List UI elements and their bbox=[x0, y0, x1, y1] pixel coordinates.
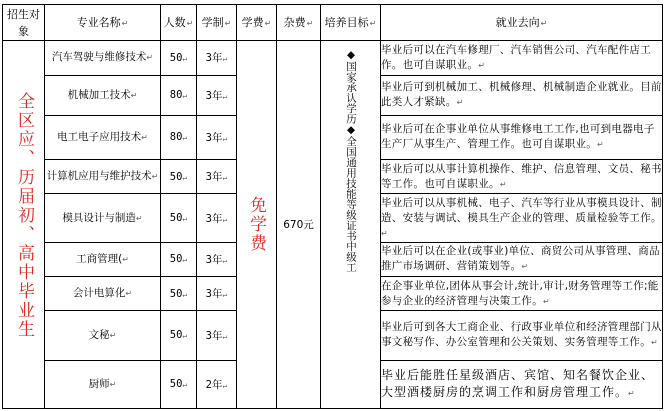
enrollment-table bbox=[2, 4, 663, 409]
major-cell: 文秘↵ bbox=[45, 311, 161, 360]
target-text: 全区应、历届初、高中毕业生 bbox=[14, 92, 34, 340]
major-cell: 会计电算化↵ bbox=[45, 276, 161, 310]
employment-cell: 毕业后能胜任星级酒店、宾馆、知名餐饮企业、大型酒楼厨房的烹调工作和厨房管理工作。↵ bbox=[381, 360, 663, 408]
duration-cell: 3年↵ bbox=[197, 242, 237, 276]
goal-cell bbox=[321, 41, 381, 409]
duration-cell: 3年↵ bbox=[197, 115, 237, 159]
count-cell: 80↵ bbox=[161, 75, 197, 115]
duration-cell: 3年↵ bbox=[197, 311, 237, 360]
table-row bbox=[3, 41, 663, 75]
count-cell: 50↵ bbox=[161, 360, 197, 408]
employment-cell: 毕业后可以从事机械、电子、汽车等行业从事模具设计、制造、安装与调试、模具生产企业的管理、质量检验等工作。↵ bbox=[381, 194, 663, 242]
duration-cell: 3年↵ bbox=[197, 75, 237, 115]
count-cell: 50↵ bbox=[161, 311, 197, 360]
header-count: 人数↵ bbox=[161, 5, 197, 41]
major-cell: 模具设计与制造↵ bbox=[45, 194, 161, 242]
misc-fee-text: 670元 bbox=[283, 218, 314, 231]
header-target: 招生对象 bbox=[3, 5, 45, 41]
employment-cell: 毕业后可以在汽车修理厂、汽车销售公司、汽车配件店工作。也可自谋职业。↵ bbox=[381, 41, 663, 75]
employment-cell: 毕业后可以从事计算机操作、维护、信息管理、文员、秘书等工作。也可自谋职业。↵ bbox=[381, 160, 663, 194]
target-cell bbox=[3, 41, 45, 409]
employment-cell: 毕业后可以在企业(或事业)单位、商贸公司从事管理、商品推广市场调研、营销策划等。↵ bbox=[381, 242, 663, 276]
count-cell: 50↵ bbox=[161, 194, 197, 242]
major-cell: 计算机应用与维护技术↵ bbox=[45, 160, 161, 194]
major-cell: 机械加工技术↵ bbox=[45, 75, 161, 115]
header-duration: 学制↵ bbox=[197, 5, 237, 41]
major-cell: 电工电子应用技术↵ bbox=[45, 115, 161, 159]
major-cell: 汽车驾驶与维修技术↵ bbox=[45, 41, 161, 75]
employment-cell: 毕业后可到机械加工、机械修理、机械制造企业就业。目前此类人才紧缺。↵ bbox=[381, 75, 663, 115]
tuition-text: 免学费 bbox=[246, 196, 266, 254]
major-cell: 工商管理(↵ bbox=[45, 242, 161, 276]
goal-text: ◆国家承认学历◆全国通用技能等级证书中级工 bbox=[345, 49, 357, 273]
employment-cell: 毕业后可到各大工商企业、行政事业单位和经济管理部门从事文秘写作、办公室管理和公关策划、实务管理等工作。↵ bbox=[381, 311, 663, 360]
misc-fee-cell bbox=[277, 41, 321, 409]
count-cell: 50↵ bbox=[161, 160, 197, 194]
header-major: 专业名称↵ bbox=[45, 5, 161, 41]
header-employment: 就业去向↵ bbox=[381, 5, 663, 41]
count-cell: 50↵ bbox=[161, 242, 197, 276]
major-cell: 厨师↵ bbox=[45, 360, 161, 408]
tuition-cell bbox=[237, 41, 277, 409]
header-tuition: 学费↵ bbox=[237, 5, 277, 41]
duration-cell: 3年↵ bbox=[197, 276, 237, 310]
duration-cell: 3年↵ bbox=[197, 41, 237, 75]
duration-cell: 3年↵ bbox=[197, 160, 237, 194]
duration-cell: 2年↵ bbox=[197, 360, 237, 408]
count-cell: 50↵ bbox=[161, 276, 197, 310]
employment-cell: 在企事业单位,团体从事会计,统计,审计,财务管理等工作;能参与企业的经济管理与决策工作。↵ bbox=[381, 276, 663, 310]
header-goal: 培养目标↵ bbox=[321, 5, 381, 41]
header-row bbox=[3, 5, 663, 41]
count-cell: 80↵ bbox=[161, 115, 197, 159]
duration-cell: 3年↵ bbox=[197, 194, 237, 242]
count-cell: 50↵ bbox=[161, 41, 197, 75]
header-misc-fee: 杂费↵ bbox=[277, 5, 321, 41]
employment-cell: 毕业后可在企事业单位从事维修电工工作,也可到电器电子生产厂从事生产、管理工作。也可自谋职业。↵ bbox=[381, 115, 663, 159]
